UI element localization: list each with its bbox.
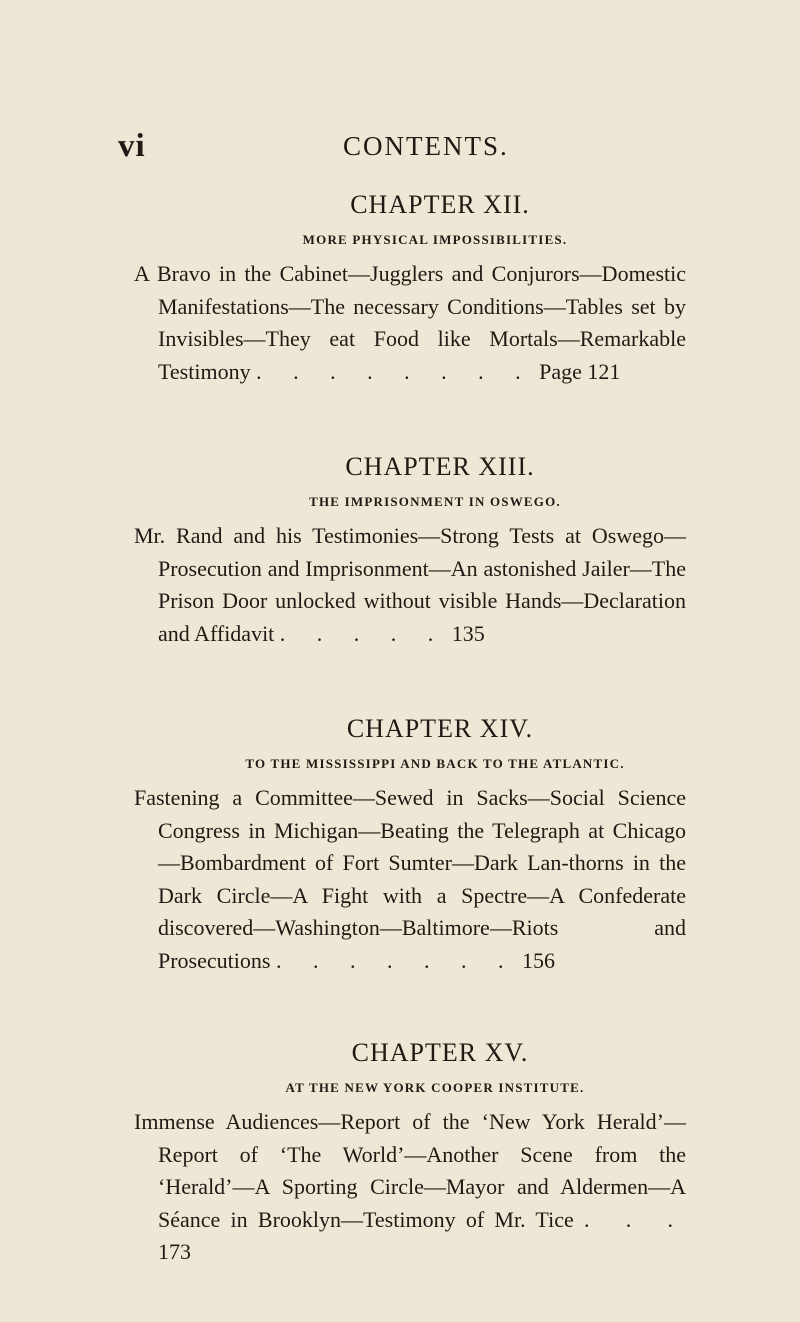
chapter-subtitle: AT THE NEW YORK COOPER INSTITUTE. (285, 1080, 585, 1095)
page-header (0, 128, 800, 168)
chapter-entry (0, 1038, 800, 1269)
chapter-summary (0, 782, 800, 977)
chapter-entry (0, 190, 800, 388)
chapter-summary (0, 520, 800, 650)
chapter-subtitle: TO THE MISSISSIPPI AND BACK TO THE ATLANTIC. (245, 756, 625, 771)
leader-dots: . . . . . . . . (256, 358, 534, 384)
summary-text: Fastening a Committee—Sewed in Sacks—Social Science Congress in Michigan—Beating the Telegraph at Chicago—Bombardment of Fort Sumter—Dark Lan-thorns in the Dark Circle—A Fight with a Spectre—A Confederate discovered—Washington—Baltimore—Riots and Prosecutions (134, 785, 686, 973)
running-title: CONTENTS. (343, 131, 509, 161)
leader-dots: . . . . . . . (275, 947, 517, 973)
page-reference: Page 121 (539, 358, 621, 384)
chapter-subtitle: THE IMPRISONMENT IN OSWEGO. (309, 494, 561, 509)
leader-dots: . . . (584, 1206, 686, 1232)
chapter-entry (0, 452, 800, 650)
summary-text: A Bravo in the Cabinet—Jugglers and Conjurors—Domestic Manifestations—The necessary Conditions—Tables set by Invisibles—They eat Food like Mortals—Remarkable Testimony (134, 261, 686, 384)
page-reference: 173 (158, 1239, 191, 1264)
page-reference: 135 (451, 620, 485, 646)
chapter-summary (0, 258, 800, 388)
leader-dots: . . . . . (279, 620, 447, 646)
chapter-title: CHAPTER XIII. (345, 452, 535, 481)
chapter-subtitle: MORE PHYSICAL IMPOSSIBILITIES. (302, 232, 568, 247)
summary-text: Mr. Rand and his Testimonies—Strong Tests at Oswego—Prosecution and Imprisonment—An astonished Jailer—The Prison Door unlocked without visible Hands—Declaration and Affidavit (134, 523, 686, 646)
chapter-summary (0, 1106, 800, 1269)
chapter-title: CHAPTER XII. (350, 190, 530, 219)
chapter-entry (0, 714, 800, 977)
chapter-title: CHAPTER XV. (351, 1038, 529, 1067)
chapter-title: CHAPTER XIV. (346, 714, 534, 743)
summary-text: Immense Audiences—Report of the ‘New York Herald’—Report of ‘The World’—Another Scene from the ‘Herald’—A Sporting Circle—Mayor and Aldermen—A Séance in Brooklyn—Testimony of Mr. Tice (134, 1109, 686, 1232)
page-reference: 156 (521, 947, 555, 973)
page-number: vi (118, 128, 146, 164)
